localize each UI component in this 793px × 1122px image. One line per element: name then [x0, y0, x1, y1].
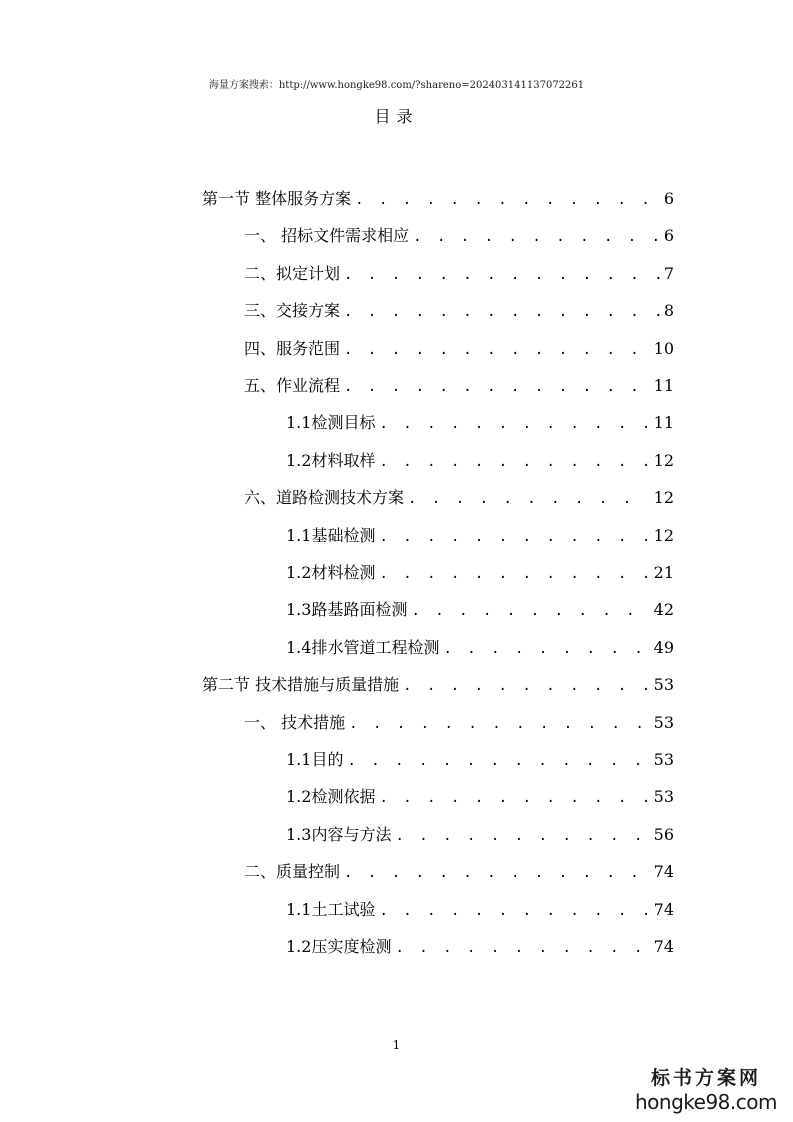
toc-dot-leader — [347, 743, 649, 780]
toc-entry-label: 二、拟定计划 — [244, 263, 341, 283]
toc-entry-label: 五、作业流程 — [244, 376, 341, 395]
toc-dot-leader — [443, 631, 649, 668]
toc-entry[interactable] — [244, 255, 674, 292]
toc-entry-page: 53 — [653, 712, 674, 732]
toc-entry-label: 1.1目的 — [286, 750, 344, 769]
toc-entry-page: 49 — [653, 637, 674, 657]
toc-entry[interactable] — [244, 292, 674, 329]
toc-entry-page: 12 — [653, 450, 674, 470]
toc-entry-page: 74 — [653, 862, 674, 882]
toc-entry[interactable] — [286, 928, 674, 965]
toc-entry[interactable] — [286, 778, 674, 815]
watermark-title: 标书方案网 — [650, 1067, 761, 1089]
toc-entry[interactable] — [244, 217, 674, 254]
toc-entry-label: 1.3内容与方法 — [286, 824, 392, 844]
site-watermark-logo — [631, 1066, 781, 1114]
toc-entry[interactable] — [286, 442, 674, 479]
toc-entry-page: 56 — [653, 824, 674, 844]
toc-entry-page: 6 — [663, 226, 674, 246]
toc-dot-leader — [379, 444, 649, 481]
page-number: 1 — [392, 1038, 401, 1052]
toc-dot-leader — [344, 294, 660, 331]
toc-dot-leader — [344, 257, 660, 294]
toc-entry-page: 42 — [653, 600, 674, 620]
toc-dot-leader — [395, 930, 649, 967]
toc-entry-label: 1.2材料检测 — [286, 563, 376, 582]
toc-dot-leader — [344, 855, 650, 892]
toc-entry-label: 1.1基础检测 — [286, 525, 376, 545]
toc-entry-label: 1.4排水管道工程检测 — [286, 637, 440, 657]
toc-entry-label: 1.2压实度检测 — [286, 937, 392, 956]
toc-dot-leader — [379, 780, 649, 817]
toc-entry[interactable] — [244, 479, 674, 516]
toc-entry[interactable] — [286, 741, 674, 778]
toc-dot-leader — [395, 818, 649, 855]
toc-entry[interactable] — [244, 367, 674, 404]
toc-entry-page: 12 — [653, 525, 674, 545]
toc-entry[interactable] — [286, 816, 674, 853]
toc-dot-leader — [379, 406, 649, 443]
toc-entry-label: 六、道路检测技术方案 — [244, 488, 405, 508]
toc-entry[interactable] — [244, 704, 674, 741]
toc-entry-label: 1.2材料取样 — [286, 450, 376, 470]
toc-dot-leader — [408, 481, 650, 518]
toc-dot-leader — [413, 219, 660, 256]
toc-entry[interactable] — [286, 629, 674, 666]
toc-entry-label: 一、 技术措施 — [244, 712, 346, 732]
toc-entry-page: 8 — [663, 301, 674, 321]
header-url-line[interactable]: 海量方案搜索：http://www.hongke98.com/?shareno=20240314113707​2261 — [208, 80, 585, 91]
toc-entry-page: 21 — [653, 563, 674, 582]
toc-entry-page: 74 — [653, 937, 674, 956]
toc-dot-leader — [379, 519, 649, 556]
toc-entry-page: 10 — [653, 338, 674, 358]
toc-entry-label: 第一节 整体服务方案 — [202, 189, 352, 208]
toc-entry-label: 四、服务范围 — [244, 338, 341, 358]
toc-dot-leader — [355, 182, 660, 219]
toc-entry-label: 第二节 技术措施与质量措施 — [202, 675, 400, 695]
toc-entry-page: 11 — [653, 413, 674, 433]
toc-entry-page: 11 — [653, 376, 674, 395]
toc-entry-label: 1.3路基路面检测 — [286, 600, 408, 620]
toc-entry[interactable] — [202, 666, 674, 703]
toc-title: 目录 — [374, 107, 419, 126]
toc-entry-label: 1.2检测依据 — [286, 787, 376, 807]
toc-dot-leader — [349, 706, 650, 743]
watermark-domain: hongke98.com — [635, 1090, 777, 1114]
toc-entry[interactable] — [202, 180, 674, 217]
toc-dot-leader — [411, 593, 649, 630]
toc-entry[interactable] — [286, 591, 674, 628]
toc-dot-leader — [344, 369, 650, 406]
toc-entry-label: 一、 招标文件需求相应 — [244, 226, 410, 246]
toc-entry-page: 7 — [663, 263, 674, 283]
toc-entry-page: 74 — [653, 899, 674, 919]
toc-entry-label: 1.1土工试验 — [286, 899, 376, 919]
toc-dot-leader — [379, 893, 649, 930]
toc-entry[interactable] — [286, 554, 674, 591]
toc-dot-leader — [403, 668, 650, 705]
toc-entry[interactable] — [244, 853, 674, 890]
toc-entry[interactable] — [286, 404, 674, 441]
toc-entry-page: 12 — [653, 488, 674, 508]
toc-entry-label: 1.1检测目标 — [286, 413, 376, 433]
toc-entry-page: 53 — [653, 787, 674, 807]
toc-dot-leader — [344, 332, 650, 369]
toc-entry-label: 二、质量控制 — [244, 862, 341, 882]
toc-entry-page: 53 — [653, 675, 674, 695]
toc-entry-page: 6 — [663, 189, 674, 208]
toc-entry[interactable] — [286, 891, 674, 928]
toc-entry-label: 三、交接方案 — [244, 301, 341, 321]
toc-dot-leader — [379, 556, 649, 593]
toc-entry[interactable] — [244, 330, 674, 367]
toc-entry-page: 53 — [653, 750, 674, 769]
toc-entry[interactable] — [286, 517, 674, 554]
